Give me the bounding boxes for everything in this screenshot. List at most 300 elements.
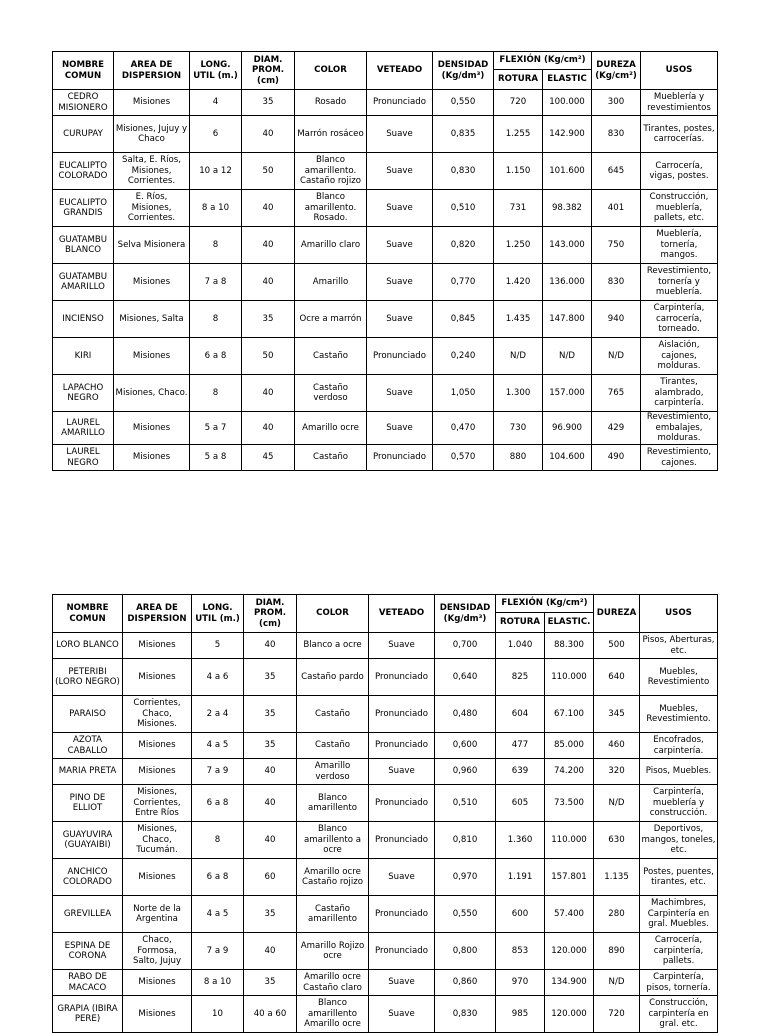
rotura-cell: 1.300 (494, 375, 543, 412)
densidad-cell: 1,050 (433, 375, 494, 412)
diam-cell: 50 (242, 153, 295, 190)
elastic-cell: 136.000 (543, 264, 592, 301)
usos-cell: Machimbres, Carpintería en gral. Muebles. (640, 896, 718, 933)
table-row (53, 116, 718, 153)
dureza-cell: 300 (592, 90, 641, 116)
dureza-cell: 500 (594, 633, 640, 659)
header-veteado: VETEADO (367, 52, 433, 90)
long-cell: 8 a 10 (192, 970, 244, 996)
densidad-cell: 0,830 (433, 153, 494, 190)
nombre-cell: LORO BLANCO (53, 633, 123, 659)
veteado-cell: Suave (369, 996, 435, 1033)
area-cell: Corrientes, Chaco, Misiones. (123, 696, 192, 733)
nombre-cell: GUATAMBU AMARILLO (53, 264, 114, 301)
usos-cell: Construcción, mueblería, pallets, etc. (641, 190, 718, 227)
dureza-cell: 345 (594, 696, 640, 733)
area-cell: Misiones (123, 659, 192, 696)
wood-table-1 (52, 51, 718, 471)
nombre-cell: AZOTA CABALLO (53, 733, 123, 759)
table-row (53, 659, 718, 696)
table-row (53, 190, 718, 227)
area-cell: Misiones (123, 859, 192, 896)
diam-cell: 50 (242, 338, 295, 375)
area-cell: Misiones (114, 412, 190, 445)
diam-cell: 35 (244, 696, 297, 733)
long-cell: 8 (190, 301, 242, 338)
nombre-cell: LAPACHO NEGRO (53, 375, 114, 412)
nombre-cell: LAUREL AMARILLO (53, 412, 114, 445)
dureza-cell: 750 (592, 227, 641, 264)
long-cell: 5 a 7 (190, 412, 242, 445)
header-nombre: NOMBRE COMUN (53, 52, 114, 90)
usos-cell: Carpintería, pisos, tornería. (640, 970, 718, 996)
nombre-cell: CEDRO MISIONERO (53, 90, 114, 116)
color-cell: Amarillo Rojizo ocre (297, 933, 369, 970)
elastic-cell: 101.600 (543, 153, 592, 190)
diam-cell: 40 (242, 116, 295, 153)
usos-cell: Postes, puentes, tirantes, etc. (640, 859, 718, 896)
color-cell: Amarillo ocre (295, 412, 367, 445)
color-cell: Castaño (297, 696, 369, 733)
dureza-cell: N/D (592, 338, 641, 375)
usos-cell: Tirantes, postes, carrocerías. (641, 116, 718, 153)
color-cell: Castaño verdoso (295, 375, 367, 412)
rotura-cell: 1.191 (496, 859, 545, 896)
dureza-cell: 401 (592, 190, 641, 227)
densidad-cell: 0,860 (435, 970, 496, 996)
elastic-cell: 142.900 (543, 116, 592, 153)
usos-cell: Deportivos, mangos, toneles, etc. (640, 822, 718, 859)
densidad-cell: 0,640 (435, 659, 496, 696)
color-cell: Amarillo ocre Castaño rojizo (297, 859, 369, 896)
header-dureza: DUREZA (Kg/cm²) (592, 52, 641, 90)
rotura-cell: 985 (496, 996, 545, 1033)
diam-cell: 35 (244, 896, 297, 933)
rotura-cell: 1.360 (496, 822, 545, 859)
rotura-cell: 970 (496, 970, 545, 996)
usos-cell: Revestimiento, cajones. (641, 445, 718, 471)
rotura-cell: 720 (494, 90, 543, 116)
color-cell: Blanco amarillento. Castaño rojizo (295, 153, 367, 190)
densidad-cell: 0,510 (435, 785, 496, 822)
diam-cell: 35 (244, 970, 297, 996)
veteado-cell: Suave (367, 264, 433, 301)
densidad-cell: 0,470 (433, 412, 494, 445)
header-color: COLOR (295, 52, 367, 90)
dureza-cell: 830 (592, 116, 641, 153)
rotura-cell: 600 (496, 896, 545, 933)
densidad-cell: 0,570 (433, 445, 494, 471)
dureza-cell: 765 (592, 375, 641, 412)
veteado-cell: Suave (367, 375, 433, 412)
long-cell: 8 (192, 822, 244, 859)
rotura-cell: 730 (494, 412, 543, 445)
color-cell: Castaño pardo (297, 659, 369, 696)
dureza-cell: 429 (592, 412, 641, 445)
table-row (53, 996, 718, 1033)
color-cell: Amarillo claro (295, 227, 367, 264)
long-cell: 6 a 8 (192, 785, 244, 822)
diam-cell: 40 (242, 190, 295, 227)
table-1-body (53, 90, 718, 471)
area-cell: Misiones, Salta (114, 301, 190, 338)
dureza-cell: 320 (594, 759, 640, 785)
elastic-cell: N/D (543, 338, 592, 375)
dureza-cell: N/D (594, 970, 640, 996)
long-cell: 4 (190, 90, 242, 116)
usos-cell: Muebles, Revestimiento. (640, 696, 718, 733)
table-row (53, 785, 718, 822)
densidad-cell: 0,700 (435, 633, 496, 659)
rotura-cell: 825 (496, 659, 545, 696)
area-cell: Misiones (114, 90, 190, 116)
veteado-cell: Pronunciado (369, 696, 435, 733)
color-cell: Castaño amarillento (297, 896, 369, 933)
long-cell: 6 (190, 116, 242, 153)
rotura-cell: 1.435 (494, 301, 543, 338)
diam-cell: 40 (242, 264, 295, 301)
veteado-cell: Suave (369, 970, 435, 996)
elastic-cell: 98.382 (543, 190, 592, 227)
rotura-cell: 477 (496, 733, 545, 759)
area-cell: Misiones, Chaco, Tucumán. (123, 822, 192, 859)
elastic-cell: 73.500 (545, 785, 594, 822)
table-row (53, 896, 718, 933)
nombre-cell: CURUPAY (53, 116, 114, 153)
diam-cell: 35 (244, 659, 297, 696)
color-cell: Blanco amarillento. Rosado. (295, 190, 367, 227)
wood-table-2 (52, 594, 718, 1033)
area-cell: Misiones (123, 996, 192, 1033)
header-area: AREA DE DISPERSION (123, 595, 192, 633)
table-row (53, 301, 718, 338)
rotura-cell: 1.150 (494, 153, 543, 190)
elastic-cell: 110.000 (545, 659, 594, 696)
dureza-cell: 645 (592, 153, 641, 190)
nombre-cell: LAUREL NEGRO (53, 445, 114, 471)
elastic-cell: 85.000 (545, 733, 594, 759)
long-cell: 10 (192, 996, 244, 1033)
diam-cell: 40 (242, 375, 295, 412)
usos-cell: Muebles, Revestimiento (640, 659, 718, 696)
densidad-cell: 0,820 (433, 227, 494, 264)
header-diam: DIAM. PROM. (cm) (242, 52, 295, 90)
header-nombre: NOMBRE COMUN (53, 595, 123, 633)
usos-cell: Carpintería, carrocería, torneado. (641, 301, 718, 338)
rotura-cell: 1.250 (494, 227, 543, 264)
color-cell: Amarillo (295, 264, 367, 301)
elastic-cell: 134.900 (545, 970, 594, 996)
densidad-cell: 0,810 (435, 822, 496, 859)
nombre-cell: KIRI (53, 338, 114, 375)
long-cell: 4 a 5 (192, 733, 244, 759)
dureza-cell: 830 (592, 264, 641, 301)
densidad-cell: 0,240 (433, 338, 494, 375)
usos-cell: Revestimiento, embalajes, molduras. (641, 412, 718, 445)
table-row (53, 445, 718, 471)
elastic-cell: 100.000 (543, 90, 592, 116)
area-cell: Misiones (123, 633, 192, 659)
table-row (53, 375, 718, 412)
header-flexion: FLEXIÓN (Kg/cm²) (496, 595, 594, 613)
header-area: AREA DE DISPERSION (114, 52, 190, 90)
elastic-cell: 120.000 (545, 933, 594, 970)
elastic-cell: 67.100 (545, 696, 594, 733)
densidad-cell: 0,830 (435, 996, 496, 1033)
long-cell: 6 a 8 (192, 859, 244, 896)
usos-cell: Pisos, Muebles. (640, 759, 718, 785)
diam-cell: 40 (244, 633, 297, 659)
area-cell: Misiones, Jujuy y Chaco (114, 116, 190, 153)
header-densidad: DENSIDAD (Kg/dm³) (433, 52, 494, 90)
header-dureza: DUREZA (594, 595, 640, 633)
area-cell: Misiones (123, 759, 192, 785)
table-row (53, 933, 718, 970)
nombre-cell: ESPINA DE CORONA (53, 933, 123, 970)
densidad-cell: 0,800 (435, 933, 496, 970)
densidad-cell: 0,550 (435, 896, 496, 933)
usos-cell: Tirantes, alambrado, carpintería. (641, 375, 718, 412)
usos-cell: Carrocería, vigas, postes. (641, 153, 718, 190)
long-cell: 10 a 12 (190, 153, 242, 190)
densidad-cell: 0,770 (433, 264, 494, 301)
header-color: COLOR (297, 595, 369, 633)
long-cell: 2 a 4 (192, 696, 244, 733)
nombre-cell: GUATAMBU BLANCO (53, 227, 114, 264)
usos-cell: Mueblería y revestimientos (641, 90, 718, 116)
dureza-cell: 490 (592, 445, 641, 471)
long-cell: 8 (190, 375, 242, 412)
diam-cell: 40 (244, 933, 297, 970)
veteado-cell: Suave (367, 301, 433, 338)
rotura-cell: 1.040 (496, 633, 545, 659)
long-cell: 7 a 9 (192, 933, 244, 970)
nombre-cell: PARAISO (53, 696, 123, 733)
long-cell: 4 a 6 (192, 659, 244, 696)
nombre-cell: EUCALIPTO GRANDIS (53, 190, 114, 227)
diam-cell: 40 a 60 (244, 996, 297, 1033)
elastic-cell: 88.300 (545, 633, 594, 659)
area-cell: E. Ríos, Misiones, Corrientes. (114, 190, 190, 227)
rotura-cell: 731 (494, 190, 543, 227)
veteado-cell: Suave (367, 153, 433, 190)
usos-cell: Pisos, Aberturas, etc. (640, 633, 718, 659)
dureza-cell: 630 (594, 822, 640, 859)
header-veteado: VETEADO (369, 595, 435, 633)
elastic-cell: 143.000 (543, 227, 592, 264)
color-cell: Amarillo verdoso (297, 759, 369, 785)
header-flexion: FLEXIÓN (Kg/cm²) (494, 52, 592, 70)
long-cell: 5 (192, 633, 244, 659)
veteado-cell: Pronunciado (369, 896, 435, 933)
header-long: LONG. UTIL (m.) (190, 52, 242, 90)
elastic-cell: 104.600 (543, 445, 592, 471)
rotura-cell: 639 (496, 759, 545, 785)
diam-cell: 60 (244, 859, 297, 896)
color-cell: Castaño (295, 445, 367, 471)
table-row (53, 733, 718, 759)
color-cell: Amarillo ocre Castaño claro (297, 970, 369, 996)
color-cell: Rosado (295, 90, 367, 116)
diam-cell: 40 (242, 412, 295, 445)
nombre-cell: INCIENSO (53, 301, 114, 338)
veteado-cell: Pronunciado (369, 733, 435, 759)
veteado-cell: Suave (367, 227, 433, 264)
color-cell: Blanco amarillento (297, 785, 369, 822)
densidad-cell: 0,480 (435, 696, 496, 733)
long-cell: 4 a 5 (192, 896, 244, 933)
table-row (53, 859, 718, 896)
densidad-cell: 0,835 (433, 116, 494, 153)
dureza-cell: 280 (594, 896, 640, 933)
header-diam: DIAM. PROM. (cm) (244, 595, 297, 633)
densidad-cell: 0,960 (435, 759, 496, 785)
usos-cell: Carpintería, mueblería y construcción. (640, 785, 718, 822)
veteado-cell: Suave (369, 633, 435, 659)
rotura-cell: 604 (496, 696, 545, 733)
long-cell: 6 a 8 (190, 338, 242, 375)
table-row (53, 153, 718, 190)
long-cell: 8 a 10 (190, 190, 242, 227)
veteado-cell: Suave (367, 116, 433, 153)
rotura-cell: 605 (496, 785, 545, 822)
long-cell: 7 a 8 (190, 264, 242, 301)
area-cell: Misiones, Chaco. (114, 375, 190, 412)
diam-cell: 40 (242, 227, 295, 264)
elastic-cell: 74.200 (545, 759, 594, 785)
table-row (53, 696, 718, 733)
table-row (53, 338, 718, 375)
diam-cell: 40 (244, 822, 297, 859)
dureza-cell: 940 (592, 301, 641, 338)
color-cell: Ocre a marrón (295, 301, 367, 338)
rotura-cell: N/D (494, 338, 543, 375)
veteado-cell: Suave (367, 412, 433, 445)
nombre-cell: PINO DE ELLIOT (53, 785, 123, 822)
table-row (53, 633, 718, 659)
table-row (53, 412, 718, 445)
usos-cell: Encofrados, carpintería. (640, 733, 718, 759)
nombre-cell: GUAYUVIRA (GUAYAIBI) (53, 822, 123, 859)
dureza-cell: 720 (594, 996, 640, 1033)
diam-cell: 35 (242, 90, 295, 116)
nombre-cell: MARIA PRETA (53, 759, 123, 785)
area-cell: Misiones (114, 338, 190, 375)
veteado-cell: Suave (367, 190, 433, 227)
area-cell: Selva Misionera (114, 227, 190, 264)
area-cell: Misiones (114, 264, 190, 301)
long-cell: 8 (190, 227, 242, 264)
diam-cell: 40 (244, 785, 297, 822)
veteado-cell: Suave (369, 859, 435, 896)
usos-cell: Carrocería, carpintería, pallets. (640, 933, 718, 970)
rotura-cell: 1.255 (494, 116, 543, 153)
usos-cell: Mueblería, tornería, mangos. (641, 227, 718, 264)
usos-cell: Aislación, cajones, molduras. (641, 338, 718, 375)
veteado-cell: Pronunciado (367, 445, 433, 471)
long-cell: 7 a 9 (192, 759, 244, 785)
elastic-cell: 96.900 (543, 412, 592, 445)
diam-cell: 40 (244, 759, 297, 785)
area-cell: Salta, E. Ríos, Misiones, Corrientes. (114, 153, 190, 190)
color-cell: Blanco amarillento Amarillo ocre (297, 996, 369, 1033)
table-row (53, 822, 718, 859)
veteado-cell: Pronunciado (369, 822, 435, 859)
diam-cell: 35 (244, 733, 297, 759)
densidad-cell: 0,550 (433, 90, 494, 116)
color-cell: Marrón rosáceo (295, 116, 367, 153)
header-usos: USOS (641, 52, 718, 90)
densidad-cell: 0,600 (435, 733, 496, 759)
rotura-cell: 1.420 (494, 264, 543, 301)
usos-cell: Revestimiento, tornería y mueblería. (641, 264, 718, 301)
table-row (53, 264, 718, 301)
veteado-cell: Pronunciado (367, 338, 433, 375)
table-row (53, 970, 718, 996)
color-cell: Blanco a ocre (297, 633, 369, 659)
color-cell: Castaño (295, 338, 367, 375)
diam-cell: 45 (242, 445, 295, 471)
color-cell: Blanco amarillento a ocre (297, 822, 369, 859)
densidad-cell: 0,510 (433, 190, 494, 227)
veteado-cell: Pronunciado (369, 785, 435, 822)
color-cell: Castaño (297, 733, 369, 759)
dureza-cell: 890 (594, 933, 640, 970)
veteado-cell: Pronunciado (369, 659, 435, 696)
nombre-cell: PETERIBI (LORO NEGRO) (53, 659, 123, 696)
area-cell: Misiones (123, 970, 192, 996)
dureza-cell: 1.135 (594, 859, 640, 896)
dureza-cell: 640 (594, 659, 640, 696)
area-cell: Norte de la Argentina (123, 896, 192, 933)
header-rotura: ROTURA (496, 613, 545, 633)
header-rotura: ROTURA (494, 70, 543, 90)
rotura-cell: 853 (496, 933, 545, 970)
table-2-body (53, 633, 718, 1033)
dureza-cell: 460 (594, 733, 640, 759)
rotura-cell: 880 (494, 445, 543, 471)
area-cell: Misiones (123, 733, 192, 759)
nombre-cell: GREVILLEA (53, 896, 123, 933)
veteado-cell: Pronunciado (369, 933, 435, 970)
area-cell: Misiones, Corrientes, Entre Ríos (123, 785, 192, 822)
veteado-cell: Suave (369, 759, 435, 785)
elastic-cell: 110.000 (545, 822, 594, 859)
elastic-cell: 57.400 (545, 896, 594, 933)
area-cell: Chaco, Formosa, Salto, Jujuy (123, 933, 192, 970)
densidad-cell: 0,845 (433, 301, 494, 338)
header-long: LONG. UTIL (m.) (192, 595, 244, 633)
nombre-cell: GRAPIA (IBIRA PERE) (53, 996, 123, 1033)
usos-cell: Construcción, carpintería en gral. etc. (640, 996, 718, 1033)
long-cell: 5 a 8 (190, 445, 242, 471)
header-elastic: ELASTIC. (545, 613, 594, 633)
elastic-cell: 157.000 (543, 375, 592, 412)
elastic-cell: 157.801 (545, 859, 594, 896)
nombre-cell: EUCALIPTO COLORADO (53, 153, 114, 190)
table-row (53, 90, 718, 116)
dureza-cell: N/D (594, 785, 640, 822)
elastic-cell: 147.800 (543, 301, 592, 338)
header-densidad: DENSIDAD (Kg/dm³) (435, 595, 496, 633)
elastic-cell: 120.000 (545, 996, 594, 1033)
table-row (53, 759, 718, 785)
veteado-cell: Pronunciado (367, 90, 433, 116)
nombre-cell: ANCHICO COLORADO (53, 859, 123, 896)
table-row (53, 227, 718, 264)
header-usos: USOS (640, 595, 718, 633)
densidad-cell: 0,970 (435, 859, 496, 896)
